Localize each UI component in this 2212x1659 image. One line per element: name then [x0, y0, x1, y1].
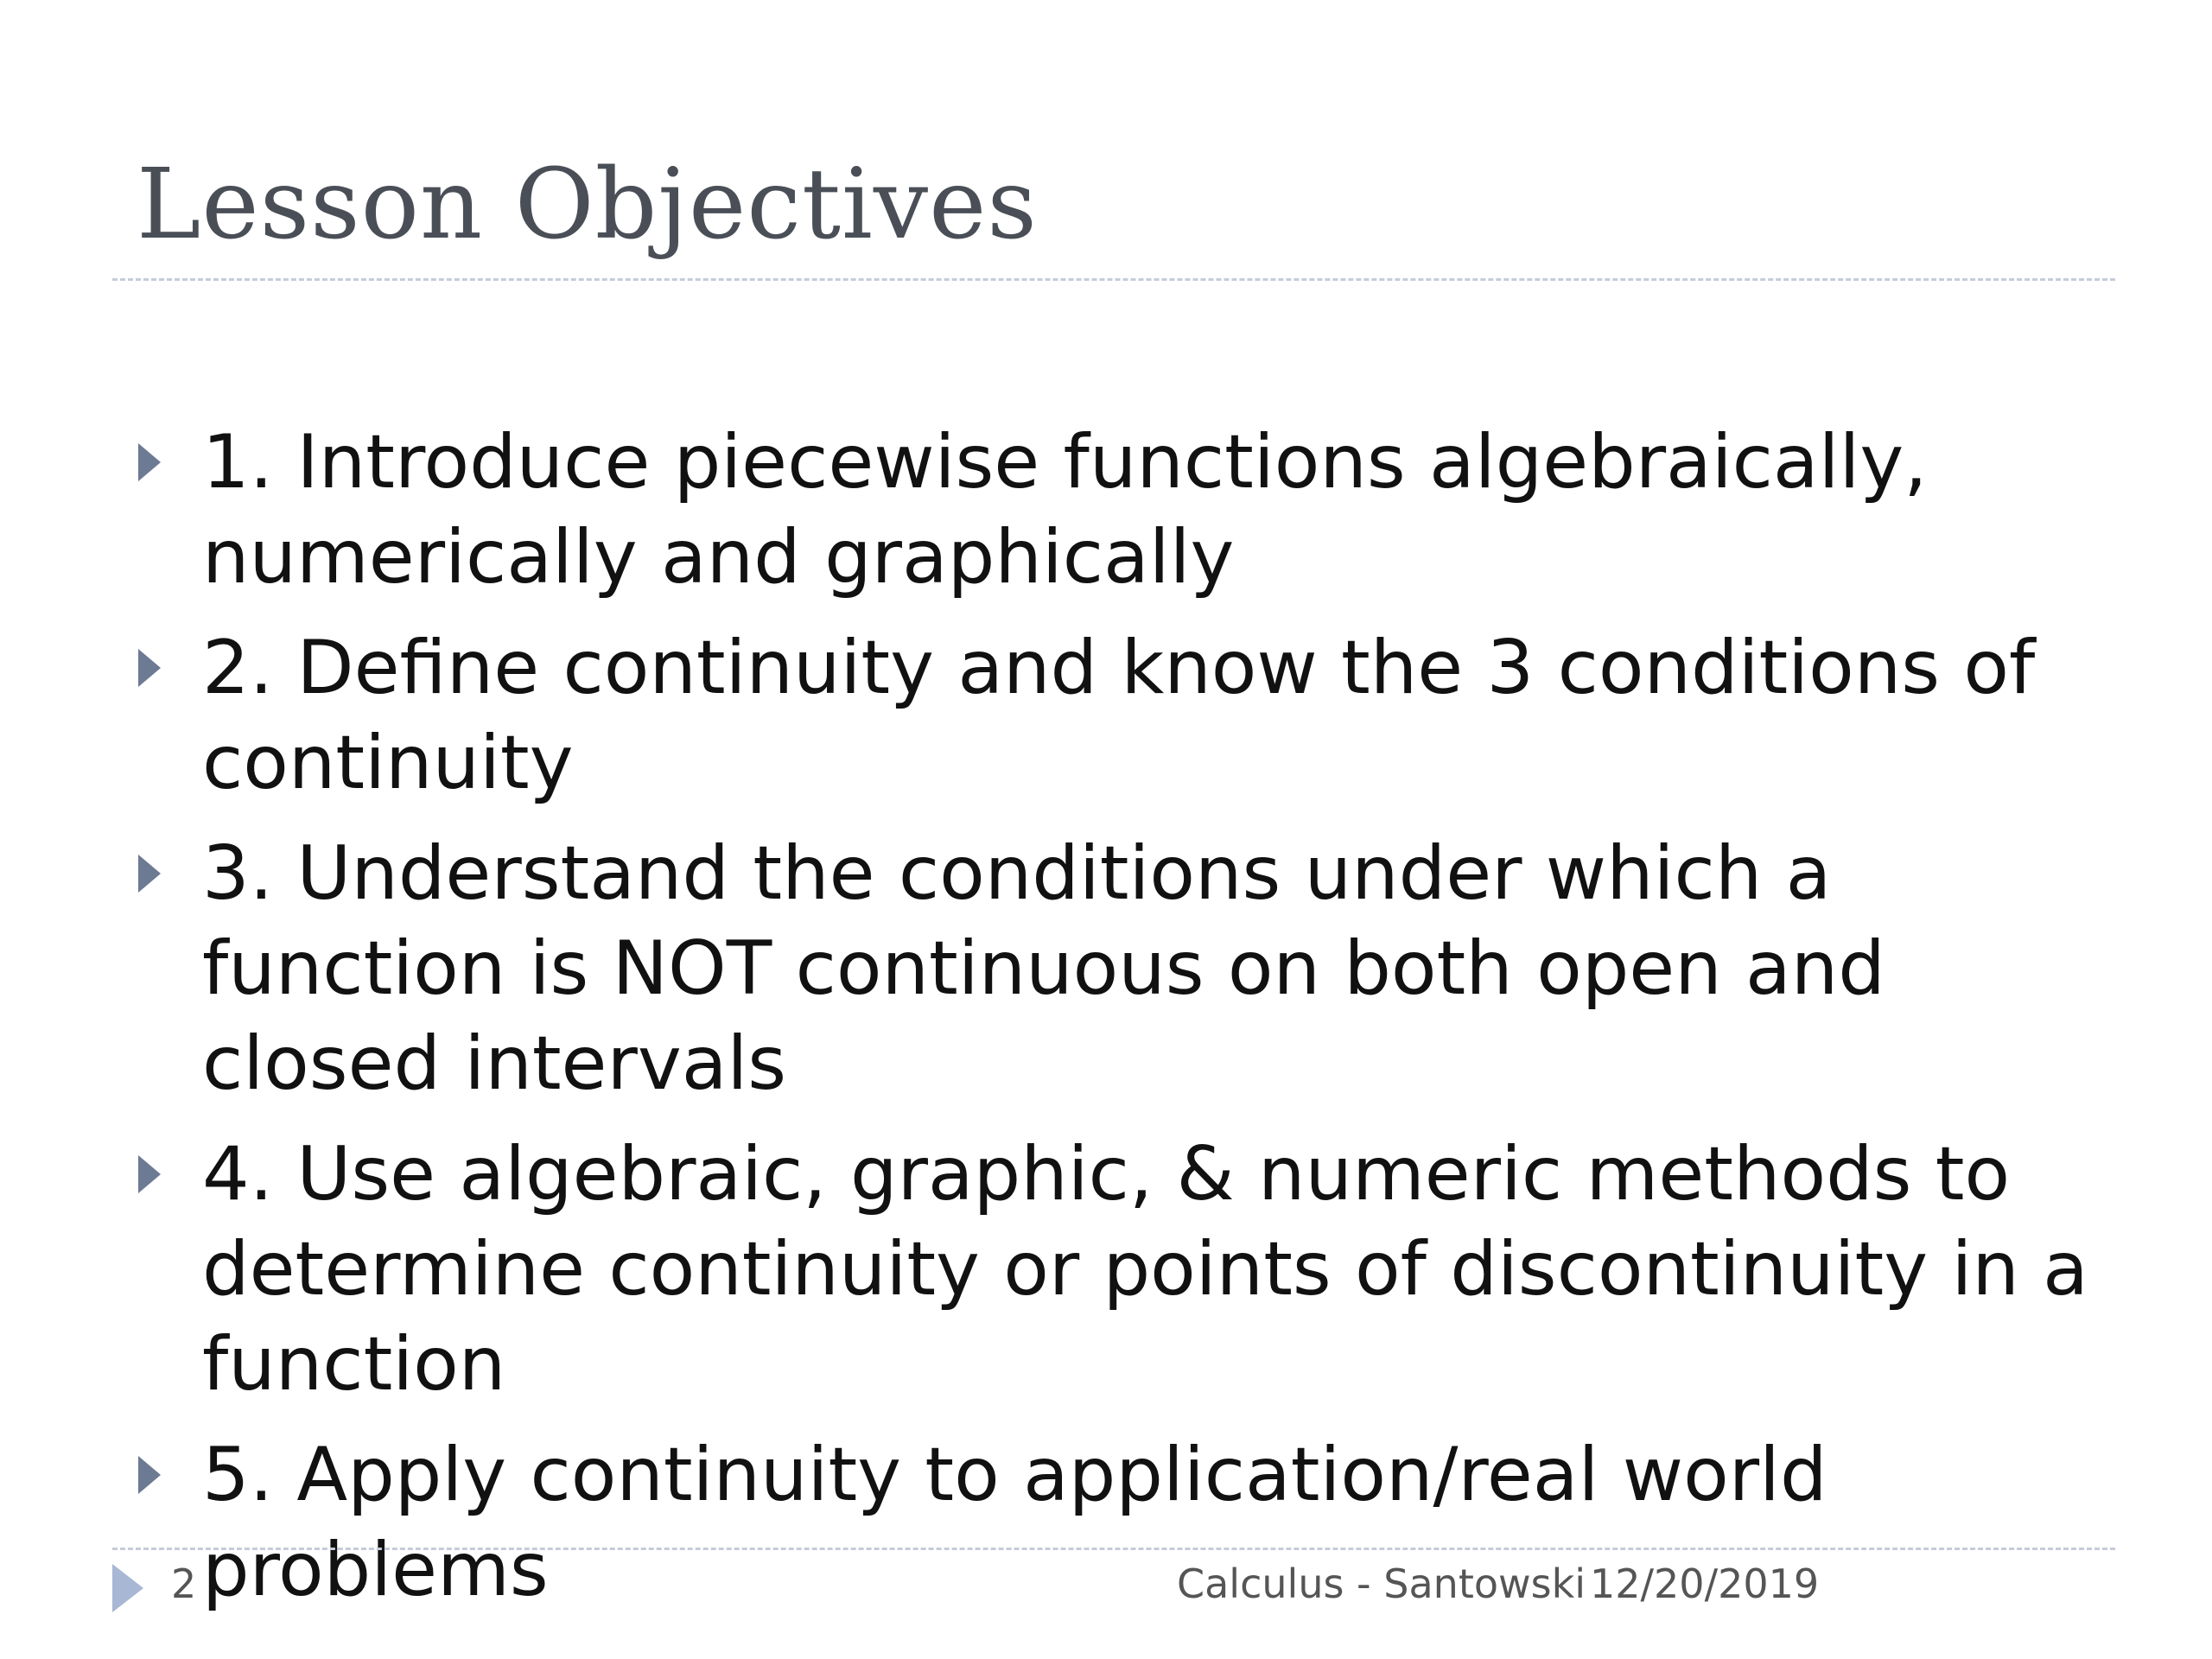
- list-item: [137, 826, 2115, 1111]
- objective-text: 4. Use algebraic, graphic, & numeric methods to determine continuity or points of discontinuity in a function: [202, 1131, 2088, 1408]
- triangle-right-icon: [138, 1155, 161, 1193]
- footer-date: 12/20/2019: [1590, 1560, 1820, 1607]
- triangle-right-icon: [138, 855, 161, 893]
- list-item: [137, 620, 2115, 810]
- triangle-right-icon: [112, 1564, 143, 1612]
- objective-text: 2. Define continuity and know the 3 conditions of continuity: [202, 625, 2036, 806]
- slide-title: Lesson Objectives: [137, 149, 1038, 261]
- title-divider: [112, 278, 2115, 281]
- page-number: 2: [171, 1560, 197, 1607]
- list-item: [137, 1127, 2115, 1412]
- list-item: [137, 415, 2115, 605]
- triangle-right-icon: [138, 649, 161, 687]
- triangle-right-icon: [138, 443, 161, 481]
- objective-text: 1. Introduce piecewise functions algebraically, numerically and graphically: [202, 419, 1928, 601]
- footer-divider: [112, 1548, 2115, 1550]
- objective-text: 3. Understand the conditions under which a function is NOT continuous on both open and closed intervals: [202, 830, 1885, 1107]
- objectives-list: [137, 415, 2115, 1633]
- footer-course: Calculus - Santowski: [1177, 1560, 1586, 1607]
- objective-text: 5. Apply continuity to application/real world problems: [202, 1432, 1827, 1613]
- triangle-right-icon: [138, 1456, 161, 1494]
